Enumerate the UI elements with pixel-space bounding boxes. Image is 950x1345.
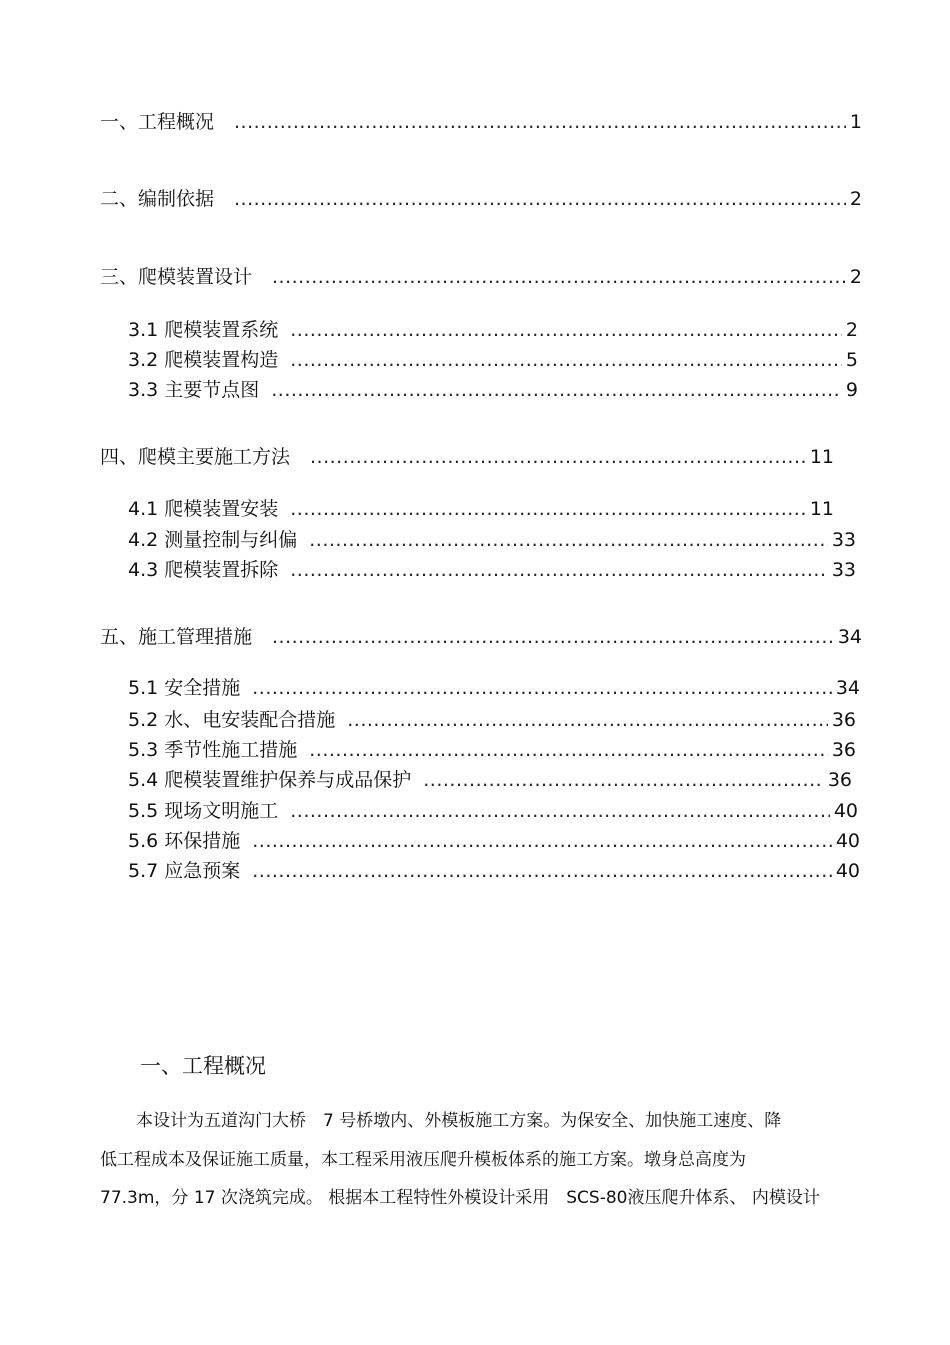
toc-entry[interactable] (128, 859, 860, 883)
toc-label: 五、施工管理措施 (100, 626, 253, 648)
toc-label: 5.3 季节性施工措施 (128, 739, 298, 761)
toc-leader (290, 558, 828, 582)
toc-leader (309, 528, 828, 552)
toc-leader (309, 738, 828, 762)
toc-page-number: 40 (833, 800, 858, 822)
toc-entry[interactable] (128, 348, 858, 372)
toc-page-number: 9 (845, 379, 858, 401)
toc-leader (234, 187, 846, 211)
toc-page-number: 40 (835, 860, 860, 882)
toc-entry[interactable] (128, 497, 834, 521)
toc-leader (252, 829, 832, 853)
toc-entry[interactable] (128, 708, 856, 732)
toc-label: 5.2 水、电安装配合措施 (128, 709, 336, 731)
toc-entry[interactable] (128, 676, 860, 700)
toc-leader (271, 378, 842, 402)
toc-label: 4.1 爬模装置安装 (128, 498, 279, 520)
toc-entry[interactable] (128, 738, 856, 762)
toc-page-number: 11 (809, 498, 834, 520)
toc-leader (234, 110, 846, 134)
toc-label: 四、爬模主要施工方法 (100, 446, 291, 468)
toc-label: 二、编制依据 (100, 188, 215, 210)
toc-leader (272, 265, 846, 289)
toc-leader (347, 708, 828, 732)
toc-leader (290, 318, 842, 342)
paragraph-line: 本设计为五道沟门大桥 7 号桥墩内、外模板施工方案。为保安全、加快施工速度、降 (136, 1111, 782, 1131)
toc-page-number: 34 (835, 677, 860, 699)
toc-leader (252, 859, 832, 883)
toc-leader (290, 497, 806, 521)
toc-entry[interactable] (100, 110, 862, 134)
toc-label: 5.1 安全措施 (128, 677, 241, 699)
toc-leader (290, 799, 830, 823)
toc-label: 4.2 测量控制与纠偏 (128, 529, 298, 551)
toc-entry[interactable] (128, 318, 858, 342)
toc-page-number: 33 (831, 529, 856, 551)
toc-entry[interactable] (128, 378, 858, 402)
toc-page-number: 36 (827, 769, 852, 791)
toc-leader (310, 445, 806, 469)
toc-entry[interactable] (128, 528, 856, 552)
toc-label: 一、工程概况 (100, 111, 215, 133)
toc-leader (252, 676, 832, 700)
toc-entry[interactable] (128, 768, 852, 792)
toc-label: 3.1 爬模装置系统 (128, 319, 279, 341)
toc-page-number: 36 (831, 739, 856, 761)
toc-label: 3.3 主要节点图 (128, 379, 260, 401)
toc-page-number: 11 (809, 446, 834, 468)
toc-label: 5.6 环保措施 (128, 830, 241, 852)
paragraph-line: 低工程成本及保证施工质量，本工程采用液压爬升模板体系的施工方案。墩身总高度为 (100, 1150, 746, 1170)
toc-page-number: 5 (845, 349, 858, 371)
toc-page-number: 33 (831, 559, 856, 581)
toc-page-number: 34 (837, 626, 862, 648)
toc-label: 三、爬模装置设计 (100, 266, 253, 288)
toc-page-number: 40 (835, 830, 860, 852)
toc-page-number: 36 (831, 709, 856, 731)
toc-label: 5.5 现场文明施工 (128, 800, 279, 822)
toc-label: 3.2 爬模装置构造 (128, 349, 279, 371)
toc-entry[interactable] (128, 558, 856, 582)
section-heading: 一、工程概况 (140, 1054, 266, 1078)
toc-leader (290, 348, 842, 372)
toc-page-number: 2 (849, 266, 862, 288)
toc-leader (423, 768, 824, 792)
toc-leader (272, 625, 834, 649)
toc-entry[interactable] (100, 445, 834, 469)
toc-entry[interactable] (128, 829, 860, 853)
paragraph-line: 77.3m，分 17 次浇筑完成。 根据本工程特性外模设计采用 SCS-80液压爬升体系、 内模设计 (100, 1188, 820, 1208)
toc-entry[interactable] (128, 799, 858, 823)
toc-page-number: 1 (849, 111, 862, 133)
toc-entry[interactable] (100, 265, 862, 289)
toc-entry[interactable] (100, 187, 862, 211)
toc-label: 5.4 爬模装置维护保养与成品保护 (128, 769, 412, 791)
toc-label: 5.7 应急预案 (128, 860, 241, 882)
toc-label: 4.3 爬模装置拆除 (128, 559, 279, 581)
toc-entry[interactable] (100, 625, 862, 649)
toc-page-number: 2 (849, 188, 862, 210)
toc-page-number: 2 (845, 319, 858, 341)
